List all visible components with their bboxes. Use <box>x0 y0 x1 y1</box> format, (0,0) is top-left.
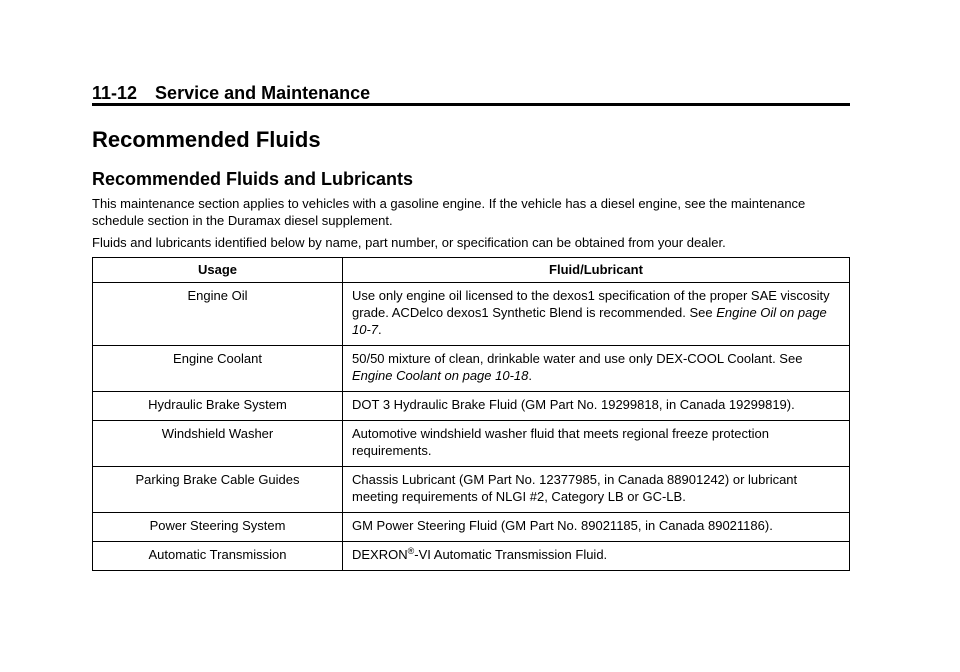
header-rule <box>92 103 850 106</box>
table-row <box>93 467 850 513</box>
dealer-paragraph: Fluids and lubricants identified below by name, part number, or specification can be obtained from your dealer. <box>92 235 726 250</box>
section-title: Service and Maintenance <box>155 83 371 103</box>
fluid-column-header: Fluid/Lubricant <box>343 258 850 283</box>
fluid-cell <box>343 542 850 571</box>
registered-trademark-symbol: ® <box>407 546 415 556</box>
fluid-text: 50/50 mixture of clean, drinkable water and use only DEX-COOL Coolant. See <box>352 351 803 366</box>
table-row <box>93 346 850 392</box>
usage-cell: Hydraulic Brake System <box>93 392 343 421</box>
fluids-table <box>92 257 850 571</box>
page-reference-link[interactable]: Engine Coolant on page 10-18 <box>352 368 529 383</box>
fluid-text-end: -VI Automatic Transmission Fluid. <box>414 547 608 562</box>
fluid-cell <box>343 283 850 346</box>
usage-column-header: Usage <box>93 258 343 283</box>
section-heading: Recommended Fluids and Lubricants <box>92 169 414 189</box>
fluid-cell: GM Power Steering Fluid (GM Part No. 89021185, in Canada 89021186). <box>343 513 850 542</box>
table-row <box>93 283 850 346</box>
page-number: 11-12 <box>92 83 138 103</box>
usage-cell: Engine Oil <box>93 283 343 346</box>
fluid-text: Use only engine oil licensed to the dexos1 specification of the proper SAE viscosity grade. ACDelco dexos1 Synthetic Blend is recommended. See <box>352 288 830 320</box>
fluid-cell: Automotive windshield washer fluid that meets regional freeze protection requirements. <box>343 421 850 467</box>
usage-cell: Power Steering System <box>93 513 343 542</box>
fluid-text: DEXRON <box>352 547 408 562</box>
table-row <box>93 421 850 467</box>
fluid-text-end: . <box>378 322 382 337</box>
fluid-cell <box>343 346 850 392</box>
page-title: Recommended Fluids <box>92 127 321 152</box>
usage-cell: Parking Brake Cable Guides <box>93 467 343 513</box>
intro-paragraph: This maintenance section applies to vehicles with a gasoline engine. If the vehicle has a diesel engine, see the maintenance schedule section in the Duramax diesel supplement. <box>92 196 806 228</box>
usage-cell: Windshield Washer <box>93 421 343 467</box>
page-reference-link[interactable]: Engine Oil on page 10-7 <box>352 305 827 337</box>
fluid-text-end: . <box>528 368 532 383</box>
table-row <box>93 392 850 421</box>
fluid-cell: Chassis Lubricant (GM Part No. 12377985, in Canada 88901242) or lubricant meeting requirements of NLGI #2, Category LB or GC-LB. <box>343 467 850 513</box>
table-row <box>93 542 850 571</box>
usage-cell: Automatic Transmission <box>93 542 343 571</box>
usage-cell: Engine Coolant <box>93 346 343 392</box>
fluid-cell: DOT 3 Hydraulic Brake Fluid (GM Part No. 19299818, in Canada 19299819). <box>343 392 850 421</box>
page-header <box>92 82 850 104</box>
table-row <box>93 513 850 542</box>
table-header-row <box>93 258 850 283</box>
